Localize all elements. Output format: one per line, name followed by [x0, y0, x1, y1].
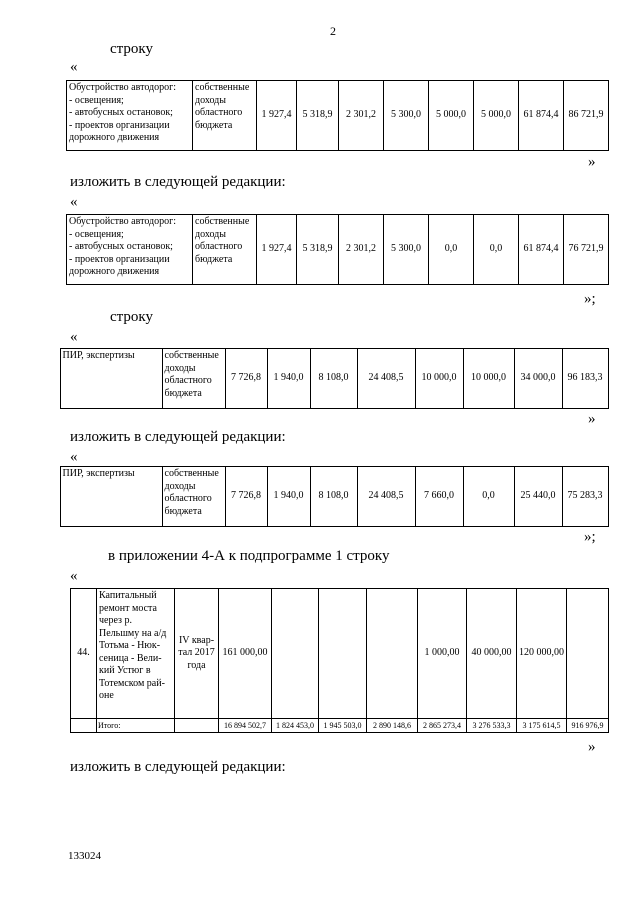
value-cell: 0,0 — [429, 215, 474, 285]
value-cell: 2 301,2 — [339, 215, 384, 285]
appendix-label: в приложении 4-А к подпрограмме 1 строку — [108, 548, 390, 564]
value-cell: 5 000,0 — [429, 81, 474, 151]
total-blank — [175, 719, 219, 733]
open-quote-5: « — [70, 568, 78, 584]
total-cell: 916 976,9 — [567, 719, 609, 733]
value-cell: 7 726,8 — [225, 349, 267, 409]
value-cell: 96 183,3 — [562, 349, 608, 409]
izlozhit-label-3: изложить в следующей редакции: — [70, 759, 286, 775]
table-pir-new — [50, 466, 609, 527]
total-blank — [71, 719, 97, 733]
izlozhit-label-2: изложить в следующей редакции: — [70, 429, 286, 445]
page-number: 2 — [330, 24, 336, 38]
value-cell: 61 874,4 — [519, 81, 564, 151]
table-pir-old — [50, 348, 609, 409]
value-cell — [367, 589, 418, 719]
value-cell: 10 000,0 — [415, 349, 463, 409]
table-row — [50, 467, 608, 527]
spacer-cell — [50, 349, 60, 409]
value-cell: 7 660,0 — [415, 467, 463, 527]
table-row — [71, 589, 609, 719]
table-roads-new — [66, 214, 609, 285]
value-cell: 2 301,2 — [339, 81, 384, 151]
value-cell: 86 721,9 — [564, 81, 609, 151]
value-cell: 34 000,0 — [514, 349, 562, 409]
total-cell: 2 890 148,6 — [367, 719, 418, 733]
row-name: Капитальный ремонт моста через р. Пельшму на а/д Тотьма - Нюк-сеница - Вели-кий Устюг в Тотемском рай-оне — [97, 589, 175, 719]
stroku-label-1: строку — [110, 41, 153, 57]
value-cell: 8 108,0 — [310, 349, 357, 409]
table-roads-old — [66, 80, 609, 151]
row-source: собственные доходы областного бюджета — [193, 215, 257, 285]
value-cell: 1 000,00 — [418, 589, 467, 719]
table-bridge — [70, 588, 609, 733]
value-cell: 5 300,0 — [384, 81, 429, 151]
value-cell — [567, 589, 609, 719]
table-row — [67, 215, 609, 285]
value-cell: 76 721,9 — [564, 215, 609, 285]
value-cell: 1 927,4 — [257, 81, 297, 151]
table-row — [67, 81, 609, 151]
row-source: собственные доходы областного бюджета — [162, 349, 225, 409]
document-code: 133024 — [68, 850, 101, 862]
stroku-label-2: строку — [110, 309, 153, 325]
value-cell: 25 440,0 — [514, 467, 562, 527]
value-cell: 8 108,0 — [310, 467, 357, 527]
izlozhit-label-1: изложить в следующей редакции: — [70, 174, 286, 190]
open-quote-2: « — [70, 194, 78, 210]
value-cell: 61 874,4 — [519, 215, 564, 285]
close-quote-semicolon-2: »; — [584, 529, 596, 545]
close-quote-3: » — [588, 739, 596, 755]
value-cell: 1 940,0 — [267, 467, 310, 527]
spacer-cell — [50, 467, 60, 527]
total-row — [71, 719, 609, 733]
value-cell: 24 408,5 — [357, 349, 415, 409]
row-name: ПИР, экспертизы — [60, 467, 162, 527]
close-quote-semicolon-1: »; — [584, 291, 596, 307]
open-quote-3: « — [70, 329, 78, 345]
value-cell — [272, 589, 319, 719]
value-cell: 24 408,5 — [357, 467, 415, 527]
total-cell: 3 175 614,5 — [517, 719, 567, 733]
row-name: Обустройство автодорог: - освещения; - автобусных остановок; - проектов организации дорожного движения — [67, 81, 193, 151]
row-number: 44. — [71, 589, 97, 719]
open-quote-1: « — [70, 59, 78, 75]
open-quote-4: « — [70, 449, 78, 465]
value-cell: 0,0 — [463, 467, 514, 527]
value-cell: 75 283,3 — [562, 467, 608, 527]
total-cell: 1 945 503,0 — [319, 719, 367, 733]
value-cell: 5 300,0 — [384, 215, 429, 285]
total-label: Итого: — [97, 719, 175, 733]
value-cell: 5 318,9 — [297, 81, 339, 151]
value-cell: 5 000,0 — [474, 81, 519, 151]
total-cell: 1 824 453,0 — [272, 719, 319, 733]
value-cell: 1 927,4 — [257, 215, 297, 285]
value-cell — [319, 589, 367, 719]
value-cell: 40 000,00 — [467, 589, 517, 719]
value-cell: 120 000,00 — [517, 589, 567, 719]
value-cell: 10 000,0 — [463, 349, 514, 409]
close-quote-1: » — [588, 154, 596, 170]
total-cell: 16 894 502,7 — [219, 719, 272, 733]
value-cell: 161 000,00 — [219, 589, 272, 719]
total-cell: 3 276 533,3 — [467, 719, 517, 733]
value-cell: 7 726,8 — [225, 467, 267, 527]
value-cell: 1 940,0 — [267, 349, 310, 409]
row-name: ПИР, экспертизы — [60, 349, 162, 409]
close-quote-2: » — [588, 411, 596, 427]
table-row — [50, 349, 608, 409]
total-cell: 2 865 273,4 — [418, 719, 467, 733]
row-source: собственные доходы областного бюджета — [162, 467, 225, 527]
row-source: собственные доходы областного бюджета — [193, 81, 257, 151]
row-period: IV квар-тал 2017 года — [175, 589, 219, 719]
row-name: Обустройство автодорог: - освещения; - автобусных остановок; - проектов организации дорожного движения — [67, 215, 193, 285]
value-cell: 5 318,9 — [297, 215, 339, 285]
value-cell: 0,0 — [474, 215, 519, 285]
